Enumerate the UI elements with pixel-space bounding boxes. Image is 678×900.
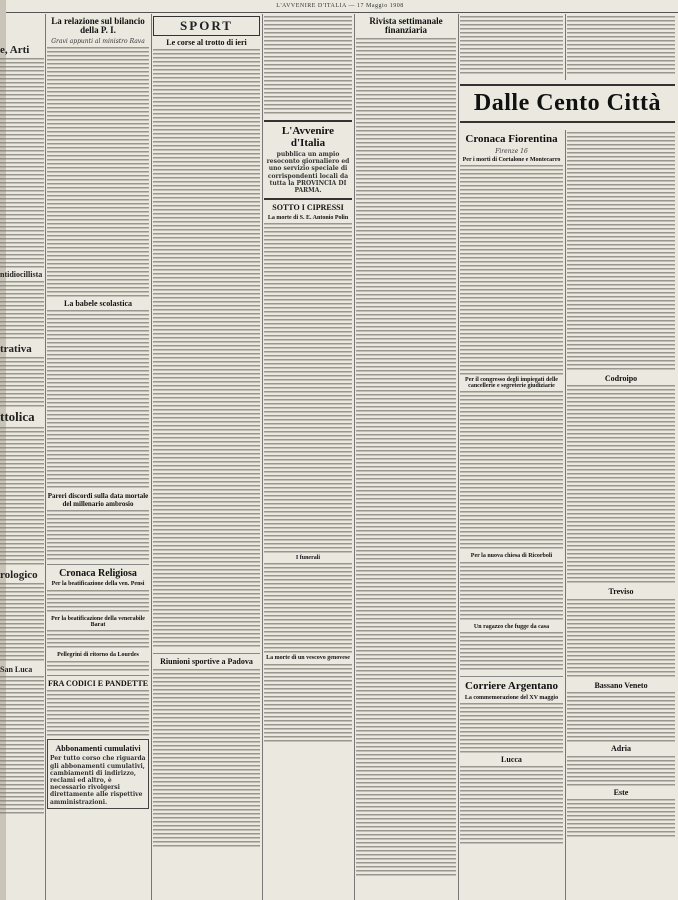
notice-title: Abbonamenti cumulativi — [55, 744, 141, 754]
fragment-heading: rologico — [0, 569, 38, 581]
column-rule — [262, 14, 263, 900]
column-3 — [264, 14, 352, 900]
article-title: La morte di un vescovo genovese — [266, 655, 350, 662]
city-heading: Este — [613, 787, 629, 797]
article-title: I funerali — [295, 554, 321, 561]
column-rule — [565, 130, 566, 900]
column-6-body — [567, 130, 675, 900]
article-title: Rivista settimanale finanziaria — [369, 16, 443, 36]
fragment-heading: trativa — [0, 343, 32, 355]
column-rule — [354, 14, 355, 900]
article-subtitle: Gravi appunti al ministro Rava — [51, 37, 145, 45]
section-title: FRA CODICI E PANDETTE — [47, 678, 149, 688]
column-1 — [47, 14, 149, 900]
article-title: Per la beatificazione della ven. Pensi — [51, 581, 145, 588]
top-rule — [6, 12, 678, 13]
article-title: Le corse al trotto di ieri — [166, 38, 247, 47]
article-title: Per i morti di Cortalone e Montecarro — [462, 156, 561, 163]
city-heading: Treviso — [608, 587, 634, 597]
column-4 — [356, 14, 456, 900]
dateline: Firenze 16 — [495, 147, 528, 155]
column-rule — [458, 14, 459, 900]
promo-title: L'Avvenire d'Italia — [281, 125, 335, 149]
section-title: Cronaca Religiosa — [59, 567, 137, 579]
article-title: Riunioni sportive a Padova — [160, 657, 253, 667]
section-title: SOTTO I CIPRESSI — [272, 203, 344, 213]
sport-header: SPORT — [153, 16, 260, 36]
section-title: Corriere Argentano — [465, 680, 558, 693]
fragment-heading: ttolica — [0, 409, 35, 424]
article-title: Pareri discordi sulla data mortale del millenario ambrosio — [47, 492, 149, 508]
notice-text: Per tutto corso che riguarda gli abbonamenti cumulativi, cambiamenti di indirizzo, reclami ed altro, è necessario rivolgersi direttamente alle rispettive amministrazioni. — [50, 755, 146, 806]
column-5-body — [460, 130, 563, 900]
fragment-heading: ntidiocillista — [0, 270, 43, 279]
article-title: Pellegrini di ritorno da Lourdes — [57, 652, 139, 659]
article-title: La morte di S. E. Antonio Polin — [267, 214, 349, 221]
running-head: L'AVVENIRE D'ITALIA — 17 Maggio 1908 — [276, 3, 404, 9]
promo-text: pubblica un ampio resoconto giornaliero ed uno servizio speciale di corrispondenti locali da tutta la PROVINCIA DI PARMA. — [266, 151, 350, 195]
banner-title: Dalle Cento Città — [473, 90, 662, 116]
notice-box — [47, 739, 149, 809]
city-heading: Lucca — [501, 754, 522, 764]
column-rule — [565, 14, 566, 80]
article-title: La babele scolastica — [64, 298, 132, 308]
article-title: Per il congresso degli impiegati delle cancellerie e segreterie giudiziarie — [465, 376, 558, 390]
city-heading: Adria — [611, 744, 631, 754]
city-heading: Bassano Veneto — [594, 680, 648, 690]
column-left-fragment — [0, 14, 44, 900]
fragment-heading: San Luca — [0, 665, 33, 674]
article-title: Per la beatificazione della venerabile Barat — [51, 615, 145, 629]
column-2 — [153, 14, 260, 900]
article-title: Un ragazzo che fugge da casa — [473, 623, 550, 630]
section-title: Cronaca Fiorentina — [465, 133, 558, 145]
article-title: La commemorazione del XV maggio — [464, 694, 559, 701]
column-rule — [45, 14, 46, 900]
article-title: La relazione sul bilancio della P. I. — [51, 16, 145, 36]
city-heading: Codroipo — [604, 374, 638, 383]
article-title: Per la nuova chiesa di Ricorboli — [470, 553, 553, 560]
column-rule — [151, 14, 152, 900]
fragment-heading: e, Arti — [0, 44, 30, 56]
